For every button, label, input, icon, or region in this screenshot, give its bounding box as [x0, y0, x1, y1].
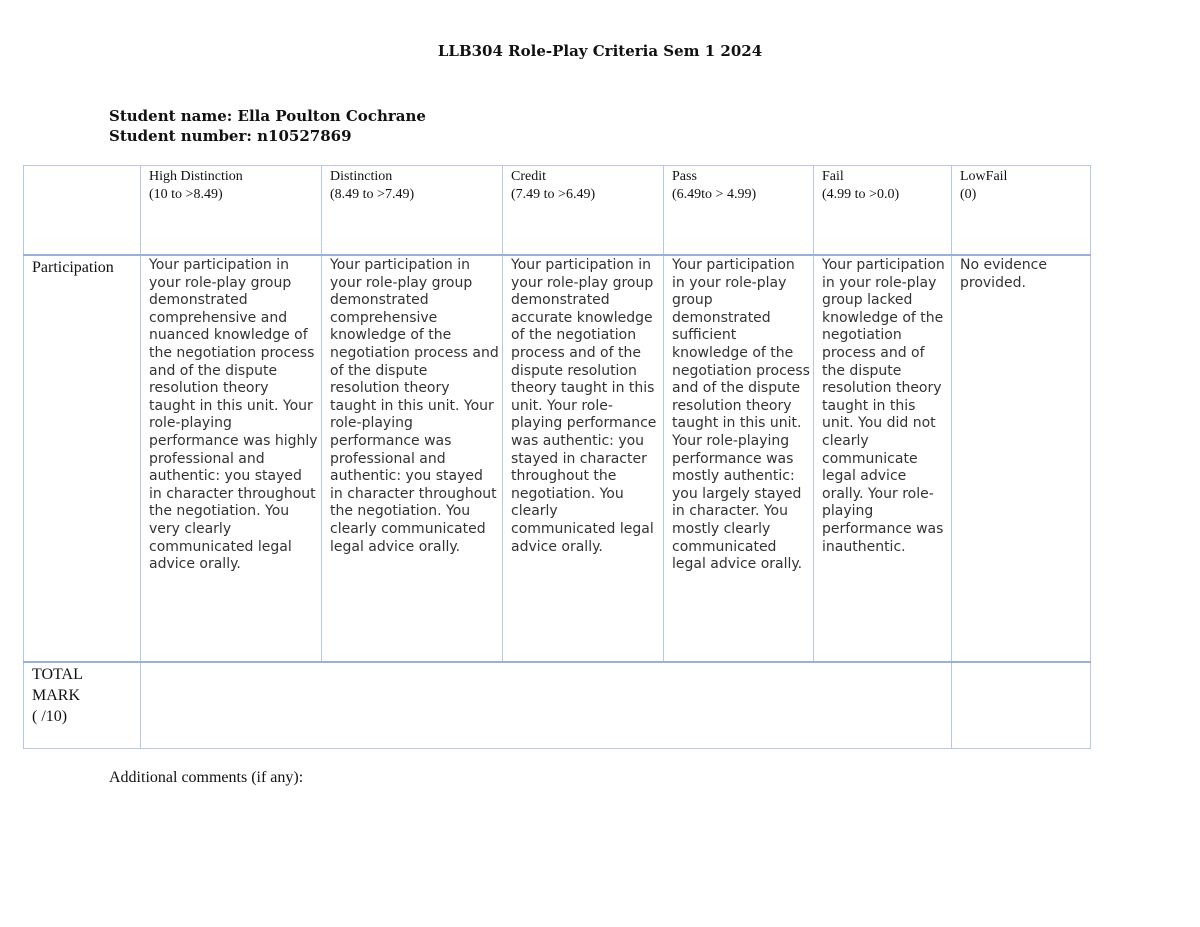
grade-name: Pass [672, 169, 697, 184]
criterion-label: Participation [24, 255, 141, 662]
grade-range: (7.49 to >6.49) [511, 187, 596, 202]
grade-name: Distinction [330, 169, 393, 184]
grade-header-row [24, 166, 1091, 256]
grade-header-credit [503, 166, 664, 256]
grade-name: Fail [822, 169, 844, 184]
descriptor-distinction: Your participation in your role-play group demonstrated comprehensive knowledge of the negotiation process and of the dispute resolution theory taught in this unit. Your role-playing performance was professional and authentic: you stayed in character throughout the negotiation. You clearly communicated legal advice orally. [322, 255, 503, 662]
descriptor-credit: Your participation in your role-play group demonstrated accurate knowledge of the negotiation process and of the dispute resolution theory taught in this unit. Your role-playing performance was authentic: you stayed in character throughout the negotiation. You clearly communicated legal advice orally. [503, 255, 664, 662]
grade-header-high-distinction [141, 166, 322, 256]
grade-header-pass [664, 166, 814, 256]
grade-name: Credit [511, 169, 546, 184]
descriptor-low-fail: No evidence provided. [952, 255, 1091, 662]
student-name: Student name: Ella Poulton Cochrane [109, 107, 426, 125]
grade-range: (10 to >8.49) [149, 187, 223, 202]
descriptor-high-distinction: Your participation in your role-play group demonstrated comprehensive and nuanced knowledge of the negotiation process and of the dispute resolution theory taught in this unit. Your role-playing performance was highly professional and authentic: you stayed in character throughout the negotiation. You very clearly communicated legal advice orally. [141, 255, 322, 662]
grade-range: (0) [960, 187, 977, 202]
criterion-row-participation [24, 255, 1091, 662]
total-mark-row [24, 662, 1091, 749]
total-mark-extra-cell[interactable] [952, 662, 1091, 749]
rubric-table [23, 165, 1091, 749]
grade-header-distinction [322, 166, 503, 256]
student-number: Student number: n10527869 [109, 127, 352, 145]
grade-range: (8.49 to >7.49) [330, 187, 415, 202]
student-details [109, 106, 426, 146]
additional-comments-label: Additional comments (if any): [109, 769, 304, 786]
document-title: LLB304 Role-Play Criteria Sem 1 2024 [437, 42, 763, 60]
grade-name: LowFail [960, 169, 1008, 184]
header-corner-cell [24, 166, 141, 256]
grade-range: (4.99 to >0.0) [822, 187, 900, 202]
grade-header-fail [814, 166, 952, 256]
total-mark-value[interactable] [141, 662, 952, 749]
descriptor-pass: Your participation in your role-play group demonstrated sufficient knowledge of the negotiation process and of the dispute resolution theory taught in this unit. Your role-playing performance was mostly authentic: you largely stayed in character. You mostly clearly communicated legal advice orally. [664, 255, 814, 662]
grade-header-low-fail [952, 166, 1091, 256]
total-mark-label: TOTAL MARK ( /10) [24, 662, 141, 749]
grade-name: High Distinction [149, 169, 243, 184]
descriptor-fail: Your participation in your role-play group lacked knowledge of the negotiation process and of the dispute resolution theory taught in this unit. You did not clearly communicate legal advice orally. Your role-playing performance was inauthentic. [814, 255, 952, 662]
grade-range: (6.49to > 4.99) [672, 187, 757, 202]
